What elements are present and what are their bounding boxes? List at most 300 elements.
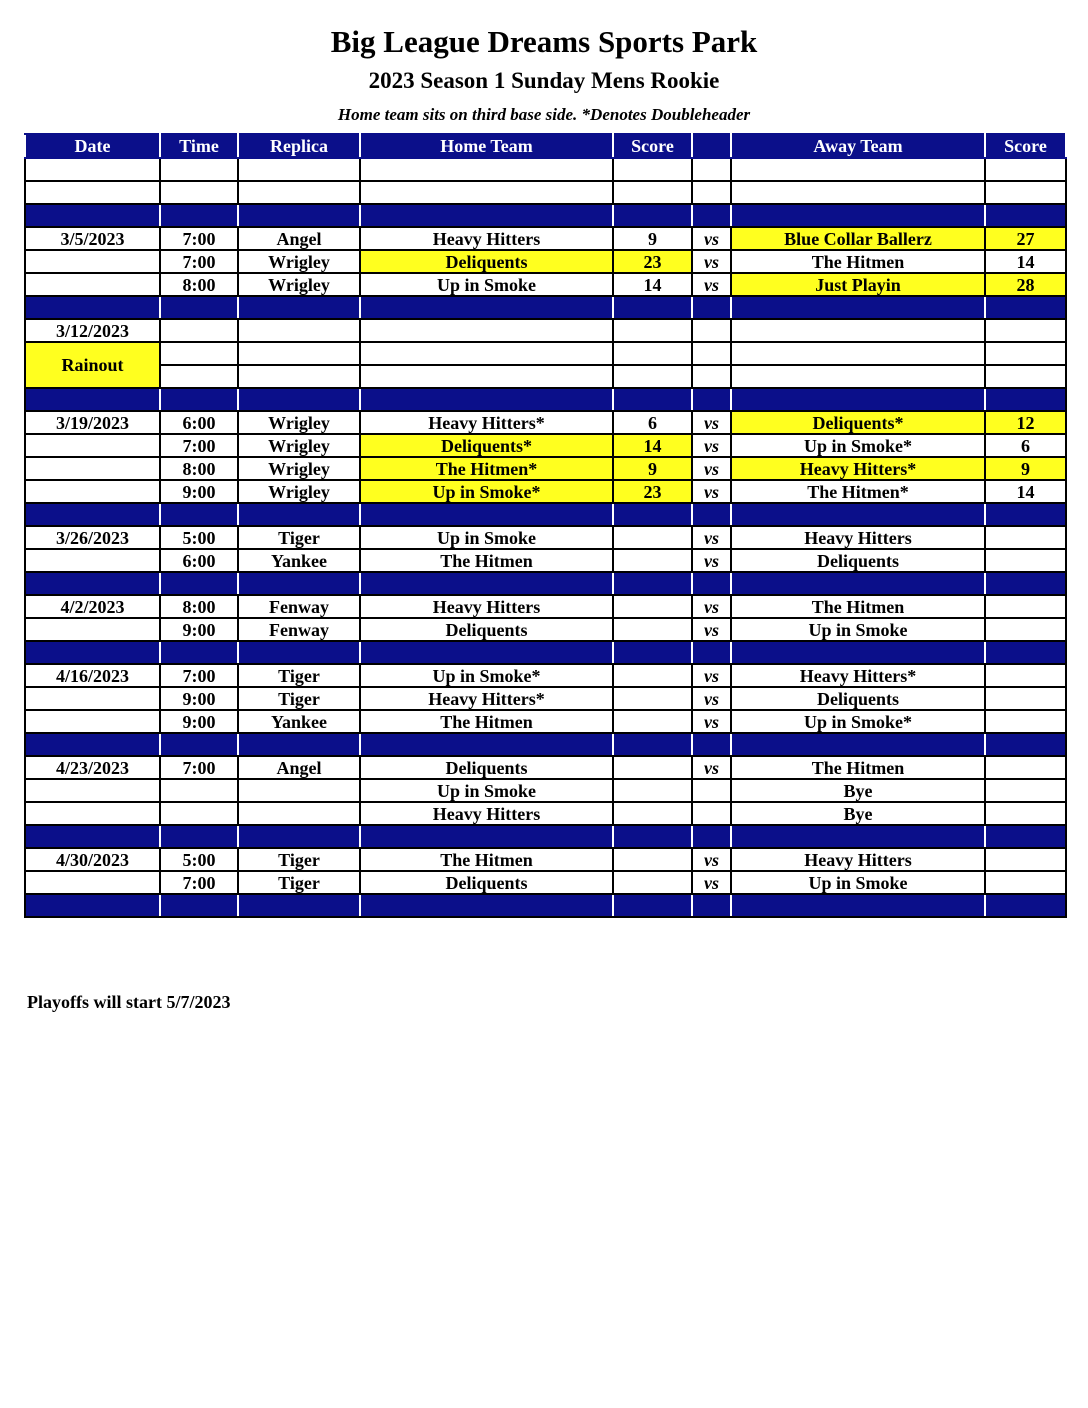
time-cell: 7:00 (160, 227, 238, 250)
time-cell (160, 319, 238, 342)
separator-cell (360, 825, 613, 848)
table-row (25, 250, 1066, 273)
separator-cell (25, 388, 160, 411)
table-row (25, 779, 1066, 802)
blank-cell (25, 181, 160, 204)
away-score-cell (985, 526, 1066, 549)
table-row (25, 549, 1066, 572)
vs-cell (692, 779, 731, 802)
col-home-team: Home Team (360, 134, 613, 158)
time-cell (160, 802, 238, 825)
vs-cell (692, 319, 731, 342)
date-cell: 3/5/2023 (25, 227, 160, 250)
away-team-cell: Deliquents (731, 687, 985, 710)
home-score-cell: 9 (613, 227, 692, 250)
home-score-cell (613, 664, 692, 687)
separator-cell (985, 204, 1066, 227)
separator-cell (731, 204, 985, 227)
date-cell (25, 549, 160, 572)
table-row (25, 618, 1066, 641)
blank-cell (160, 181, 238, 204)
separator-cell (360, 733, 613, 756)
schedule-table (24, 133, 1067, 918)
time-cell: 6:00 (160, 411, 238, 434)
table-row (25, 319, 1066, 342)
home-score-cell (613, 618, 692, 641)
home-team-cell: The Hitmen* (360, 457, 613, 480)
home-score-cell (613, 595, 692, 618)
separator-cell (25, 204, 160, 227)
separator-cell (731, 296, 985, 319)
replica-cell: Fenway (238, 618, 360, 641)
date-cell: 3/12/2023 (25, 319, 160, 342)
week-separator-row (25, 825, 1066, 848)
separator-cell (985, 503, 1066, 526)
date-cell (25, 802, 160, 825)
away-team-cell: Bye (731, 802, 985, 825)
replica-cell: Tiger (238, 687, 360, 710)
table-row (25, 871, 1066, 894)
away-score-cell: 6 (985, 434, 1066, 457)
replica-cell: Tiger (238, 664, 360, 687)
vs-cell: vs (692, 664, 731, 687)
date-cell: 4/16/2023 (25, 664, 160, 687)
separator-cell (360, 572, 613, 595)
playoffs-note: Playoffs will start 5/7/2023 (27, 992, 231, 1012)
date-cell: 4/2/2023 (25, 595, 160, 618)
date-cell (25, 434, 160, 457)
away-score-cell (985, 756, 1066, 779)
separator-cell (160, 204, 238, 227)
away-team-cell: Bye (731, 779, 985, 802)
blank-cell (25, 158, 160, 181)
separator-cell (985, 388, 1066, 411)
blank-cell (692, 158, 731, 181)
home-team-cell: Heavy Hitters (360, 595, 613, 618)
table-row (25, 227, 1066, 250)
blank-row (25, 181, 1066, 204)
separator-cell (238, 503, 360, 526)
home-score-cell: 14 (613, 434, 692, 457)
col-away-score: Score (985, 134, 1066, 158)
home-team-cell: Deliquents (360, 756, 613, 779)
table-row (25, 595, 1066, 618)
replica-cell (238, 342, 360, 365)
separator-cell (160, 388, 238, 411)
home-score-cell (613, 342, 692, 365)
home-score-cell (613, 687, 692, 710)
time-cell: 5:00 (160, 848, 238, 871)
time-cell: 7:00 (160, 664, 238, 687)
time-cell (160, 779, 238, 802)
table-row (25, 526, 1066, 549)
separator-cell (613, 733, 692, 756)
replica-cell: Tiger (238, 848, 360, 871)
replica-cell: Fenway (238, 595, 360, 618)
blank-cell (731, 158, 985, 181)
table-row (25, 710, 1066, 733)
separator-cell (731, 641, 985, 664)
away-team-cell (731, 319, 985, 342)
table-row (25, 365, 1066, 388)
away-team-cell: Heavy Hitters* (731, 664, 985, 687)
date-cell: 4/23/2023 (25, 756, 160, 779)
home-score-cell (613, 549, 692, 572)
home-team-cell: The Hitmen (360, 549, 613, 572)
vs-cell: vs (692, 480, 731, 503)
separator-cell (25, 825, 160, 848)
home-team-cell: The Hitmen (360, 848, 613, 871)
vs-cell: vs (692, 871, 731, 894)
separator-cell (692, 641, 731, 664)
blank-cell (360, 158, 613, 181)
away-score-cell (985, 848, 1066, 871)
vs-cell: vs (692, 549, 731, 572)
vs-cell: vs (692, 848, 731, 871)
replica-cell: Wrigley (238, 411, 360, 434)
away-score-cell (985, 595, 1066, 618)
replica-cell: Yankee (238, 710, 360, 733)
home-score-cell: 6 (613, 411, 692, 434)
separator-cell (692, 825, 731, 848)
replica-cell (238, 319, 360, 342)
separator-cell (692, 204, 731, 227)
time-cell: 9:00 (160, 480, 238, 503)
time-cell: 7:00 (160, 434, 238, 457)
table-row (25, 848, 1066, 871)
separator-cell (731, 825, 985, 848)
blank-row (25, 158, 1066, 181)
date-cell (25, 273, 160, 296)
separator-cell (613, 503, 692, 526)
table-row (25, 342, 1066, 365)
home-score-cell (613, 710, 692, 733)
date-cell (25, 871, 160, 894)
date-cell (25, 687, 160, 710)
week-separator-row (25, 733, 1066, 756)
home-team-cell: Heavy Hitters* (360, 411, 613, 434)
time-cell: 8:00 (160, 273, 238, 296)
away-team-cell (731, 365, 985, 388)
separator-cell (160, 572, 238, 595)
home-team-cell: Up in Smoke (360, 779, 613, 802)
separator-cell (731, 733, 985, 756)
vs-cell: vs (692, 687, 731, 710)
away-score-cell (985, 342, 1066, 365)
separator-cell (613, 641, 692, 664)
separator-cell (25, 733, 160, 756)
time-cell: 7:00 (160, 756, 238, 779)
week-separator-row (25, 641, 1066, 664)
time-cell: 9:00 (160, 710, 238, 733)
home-score-cell (613, 756, 692, 779)
separator-cell (360, 894, 613, 917)
blank-cell (238, 158, 360, 181)
away-score-cell (985, 871, 1066, 894)
home-team-cell: The Hitmen (360, 710, 613, 733)
separator-cell (692, 388, 731, 411)
away-team-cell: Up in Smoke* (731, 434, 985, 457)
home-team-cell (360, 342, 613, 365)
away-score-cell (985, 802, 1066, 825)
separator-cell (25, 296, 160, 319)
home-score-cell: 14 (613, 273, 692, 296)
replica-cell: Wrigley (238, 273, 360, 296)
vs-cell (692, 342, 731, 365)
date-cell: 3/19/2023 (25, 411, 160, 434)
home-score-cell (613, 365, 692, 388)
home-team-cell (360, 365, 613, 388)
away-team-cell: Up in Smoke (731, 618, 985, 641)
separator-cell (238, 572, 360, 595)
time-cell: 7:00 (160, 250, 238, 273)
schedule-note: Home team sits on third base side. *Denotes Doubleheader (337, 105, 751, 124)
time-cell: 7:00 (160, 871, 238, 894)
home-score-cell (613, 779, 692, 802)
blank-cell (613, 181, 692, 204)
separator-cell (238, 825, 360, 848)
away-team-cell: Deliquents (731, 549, 985, 572)
away-score-cell (985, 365, 1066, 388)
blank-cell (160, 158, 238, 181)
separator-cell (160, 733, 238, 756)
week-separator-row (25, 572, 1066, 595)
replica-cell: Wrigley (238, 480, 360, 503)
time-cell (160, 342, 238, 365)
away-score-cell: 9 (985, 457, 1066, 480)
table-row (25, 802, 1066, 825)
away-team-cell: Up in Smoke* (731, 710, 985, 733)
separator-cell (238, 296, 360, 319)
home-score-cell (613, 802, 692, 825)
time-cell: 5:00 (160, 526, 238, 549)
home-team-cell: Up in Smoke* (360, 480, 613, 503)
away-score-cell (985, 664, 1066, 687)
separator-cell (238, 641, 360, 664)
separator-cell (160, 641, 238, 664)
table-row (25, 434, 1066, 457)
vs-cell: vs (692, 756, 731, 779)
schedule-body (25, 158, 1066, 917)
home-team-cell: Deliquents* (360, 434, 613, 457)
away-score-cell: 27 (985, 227, 1066, 250)
home-team-cell: Up in Smoke (360, 273, 613, 296)
away-team-cell (731, 342, 985, 365)
date-cell (25, 480, 160, 503)
home-score-cell (613, 871, 692, 894)
away-team-cell: Deliquents* (731, 411, 985, 434)
home-score-cell: 23 (613, 250, 692, 273)
away-score-cell: 28 (985, 273, 1066, 296)
away-score-cell (985, 779, 1066, 802)
blank-cell (985, 181, 1066, 204)
week-separator-row (25, 503, 1066, 526)
separator-cell (160, 296, 238, 319)
away-team-cell: The Hitmen (731, 250, 985, 273)
time-cell: 8:00 (160, 457, 238, 480)
time-cell: 8:00 (160, 595, 238, 618)
col-home-score: Score (613, 134, 692, 158)
col-time: Time (160, 134, 238, 158)
home-team-cell: Heavy Hitters* (360, 687, 613, 710)
separator-cell (25, 503, 160, 526)
vs-cell: vs (692, 595, 731, 618)
time-cell: 9:00 (160, 687, 238, 710)
replica-cell (238, 779, 360, 802)
vs-cell: vs (692, 411, 731, 434)
away-team-cell: The Hitmen (731, 756, 985, 779)
away-team-cell: Blue Collar Ballerz (731, 227, 985, 250)
separator-cell (613, 894, 692, 917)
separator-cell (731, 503, 985, 526)
home-score-cell (613, 319, 692, 342)
home-team-cell: Heavy Hitters (360, 802, 613, 825)
table-row (25, 273, 1066, 296)
time-cell (160, 365, 238, 388)
separator-cell (613, 204, 692, 227)
away-score-cell (985, 618, 1066, 641)
separator-cell (613, 296, 692, 319)
away-score-cell (985, 319, 1066, 342)
separator-cell (238, 733, 360, 756)
blank-cell (731, 181, 985, 204)
home-team-cell: Deliquents (360, 618, 613, 641)
away-team-cell: Heavy Hitters (731, 848, 985, 871)
date-cell (25, 779, 160, 802)
blank-cell (360, 181, 613, 204)
date-cell (25, 457, 160, 480)
away-score-cell (985, 687, 1066, 710)
away-score-cell: 14 (985, 250, 1066, 273)
week-separator-row (25, 894, 1066, 917)
blank-cell (613, 158, 692, 181)
vs-cell: vs (692, 710, 731, 733)
replica-cell: Angel (238, 227, 360, 250)
col-away-team: Away Team (731, 134, 985, 158)
separator-cell (985, 641, 1066, 664)
separator-cell (360, 204, 613, 227)
table-row (25, 687, 1066, 710)
separator-cell (360, 503, 613, 526)
blank-cell (985, 158, 1066, 181)
separator-cell (692, 296, 731, 319)
separator-cell (692, 503, 731, 526)
separator-cell (160, 503, 238, 526)
replica-cell (238, 802, 360, 825)
date-cell: 3/26/2023 (25, 526, 160, 549)
vs-cell: vs (692, 526, 731, 549)
home-score-cell (613, 848, 692, 871)
away-score-cell (985, 710, 1066, 733)
home-team-cell: Heavy Hitters (360, 227, 613, 250)
separator-cell (613, 388, 692, 411)
away-score-cell: 12 (985, 411, 1066, 434)
away-team-cell: Heavy Hitters (731, 526, 985, 549)
vs-cell: vs (692, 227, 731, 250)
away-team-cell: The Hitmen* (731, 480, 985, 503)
home-team-cell (360, 319, 613, 342)
home-team-cell: Deliquents (360, 250, 613, 273)
separator-cell (613, 825, 692, 848)
vs-cell: vs (692, 273, 731, 296)
separator-cell (985, 825, 1066, 848)
replica-cell: Angel (238, 756, 360, 779)
table-row (25, 457, 1066, 480)
header-row (25, 134, 1066, 158)
separator-cell (692, 894, 731, 917)
separator-cell (25, 572, 160, 595)
vs-cell (692, 802, 731, 825)
separator-cell (731, 388, 985, 411)
week-separator-row (25, 296, 1066, 319)
col-date: Date (25, 134, 160, 158)
replica-cell: Tiger (238, 526, 360, 549)
date-cell (25, 618, 160, 641)
away-team-cell: Heavy Hitters* (731, 457, 985, 480)
separator-cell (360, 296, 613, 319)
home-score-cell (613, 526, 692, 549)
rainout-cell: Rainout (25, 342, 160, 388)
separator-cell (985, 894, 1066, 917)
separator-cell (360, 388, 613, 411)
col-replica: Replica (238, 134, 360, 158)
separator-cell (985, 733, 1066, 756)
separator-cell (692, 572, 731, 595)
date-cell (25, 250, 160, 273)
table-row (25, 664, 1066, 687)
table-row (25, 756, 1066, 779)
separator-cell (160, 894, 238, 917)
separator-cell (160, 825, 238, 848)
separator-cell (360, 641, 613, 664)
home-score-cell: 23 (613, 480, 692, 503)
away-score-cell: 14 (985, 480, 1066, 503)
page-title: Big League Dreams Sports Park (330, 24, 758, 59)
replica-cell: Wrigley (238, 250, 360, 273)
home-score-cell: 9 (613, 457, 692, 480)
separator-cell (238, 388, 360, 411)
time-cell: 9:00 (160, 618, 238, 641)
vs-cell: vs (692, 250, 731, 273)
separator-cell (25, 894, 160, 917)
vs-cell: vs (692, 434, 731, 457)
week-separator-row (25, 388, 1066, 411)
replica-cell: Yankee (238, 549, 360, 572)
week-separator-row (25, 204, 1066, 227)
away-score-cell (985, 549, 1066, 572)
blank-cell (692, 181, 731, 204)
away-team-cell: The Hitmen (731, 595, 985, 618)
separator-cell (613, 572, 692, 595)
replica-cell: Wrigley (238, 434, 360, 457)
vs-cell: vs (692, 457, 731, 480)
separator-cell (985, 572, 1066, 595)
vs-cell: vs (692, 618, 731, 641)
separator-cell (692, 733, 731, 756)
time-cell: 6:00 (160, 549, 238, 572)
separator-cell (238, 204, 360, 227)
season-subtitle: 2023 Season 1 Sunday Mens Rookie (368, 68, 720, 93)
replica-cell (238, 365, 360, 388)
separator-cell (731, 894, 985, 917)
away-team-cell: Just Playin (731, 273, 985, 296)
separator-cell (985, 296, 1066, 319)
blank-cell (238, 181, 360, 204)
replica-cell: Tiger (238, 871, 360, 894)
col-vs (692, 134, 731, 158)
table-row (25, 480, 1066, 503)
date-cell: 4/30/2023 (25, 848, 160, 871)
